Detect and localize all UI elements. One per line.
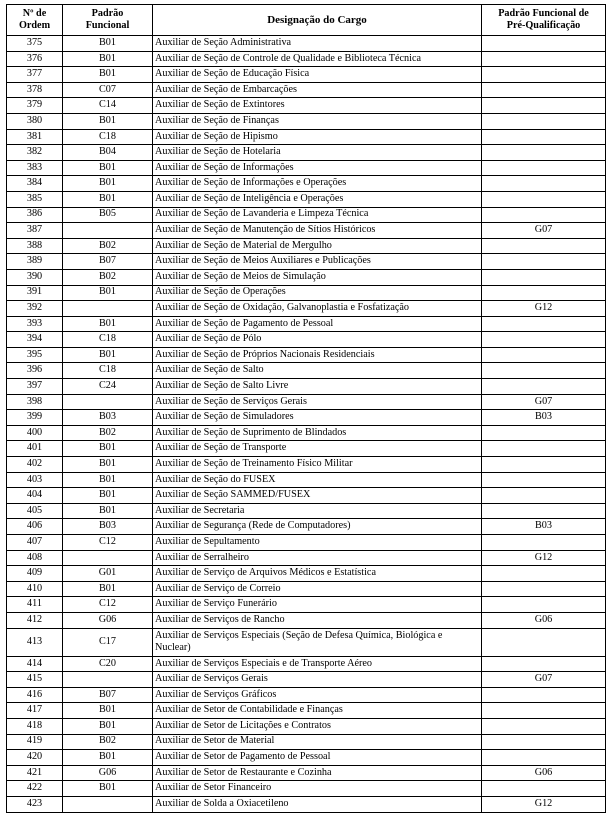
cell-designacao-cargo: Auxiliar de Seção de Lavanderia e Limpeza Técnica [153,207,482,223]
cell-pre-qualificacao [482,51,606,67]
table-row [7,36,606,52]
cell-num-ordem: 386 [7,207,63,223]
cell-padrao-funcional: G06 [63,612,153,628]
cell-num-ordem: 399 [7,410,63,426]
cell-num-ordem: 420 [7,750,63,766]
table-row [7,734,606,750]
cell-designacao-cargo: Auxiliar de Seção de Embarcações [153,82,482,98]
cell-padrao-funcional [63,796,153,812]
cell-num-ordem: 398 [7,394,63,410]
cell-pre-qualificacao: B03 [482,410,606,426]
header-preq-line2: Pré-Qualificação [506,20,581,31]
table-row [7,51,606,67]
table-row [7,566,606,582]
cell-designacao-cargo: Auxiliar de Seção de Finanças [153,113,482,129]
table-row [7,472,606,488]
cell-pre-qualificacao [482,734,606,750]
cell-pre-qualificacao [482,82,606,98]
cell-num-ordem: 415 [7,672,63,688]
cell-padrao-funcional: C12 [63,535,153,551]
cell-padrao-funcional: B01 [63,36,153,52]
header-padrao-funcional [63,5,153,36]
cell-designacao-cargo: Auxiliar de Seção de Pagamento de Pessoal [153,316,482,332]
cell-designacao-cargo: Auxiliar de Seção de Treinamento Físico Militar [153,457,482,473]
cell-pre-qualificacao [482,316,606,332]
cell-padrao-funcional: B07 [63,687,153,703]
cell-pre-qualificacao [482,597,606,613]
cell-pre-qualificacao: G06 [482,612,606,628]
cell-designacao-cargo: Auxiliar de Serviço de Arquivos Médicos e Estatística [153,566,482,582]
header-padrao-line2: Funcional [85,20,130,31]
cell-designacao-cargo: Auxiliar de Seção de Informações e Operações [153,176,482,192]
cell-designacao-cargo: Auxiliar de Serviço de Correio [153,581,482,597]
cell-padrao-funcional: B01 [63,316,153,332]
cell-pre-qualificacao [482,347,606,363]
table-row [7,332,606,348]
cell-num-ordem: 380 [7,113,63,129]
header-num-line1: Nº de [22,8,47,20]
cell-padrao-funcional: G01 [63,566,153,582]
cell-padrao-funcional: B01 [63,472,153,488]
cell-designacao-cargo: Auxiliar de Serviços de Rancho [153,612,482,628]
table-row [7,550,606,566]
cell-pre-qualificacao [482,441,606,457]
cell-pre-qualificacao: B03 [482,519,606,535]
cell-num-ordem: 414 [7,656,63,672]
cell-designacao-cargo: Auxiliar de Seção de Material de Mergulho [153,238,482,254]
cell-num-ordem: 409 [7,566,63,582]
cell-num-ordem: 423 [7,796,63,812]
cell-padrao-funcional: B01 [63,441,153,457]
cell-designacao-cargo: Auxiliar de Seção de Manutenção de Sítios Históricos [153,223,482,239]
cell-padrao-funcional: G06 [63,765,153,781]
table-row [7,113,606,129]
cell-designacao-cargo: Auxiliar de Seção de Hotelaria [153,145,482,161]
cell-designacao-cargo: Auxiliar de Seção de Salto Livre [153,379,482,395]
cell-padrao-funcional: C18 [63,332,153,348]
cell-designacao-cargo: Auxiliar de Solda a Oxiacetileno [153,796,482,812]
cell-padrao-funcional: C24 [63,379,153,395]
cell-designacao-cargo: Auxiliar de Setor de Contabilidade e Finanças [153,703,482,719]
cell-designacao-cargo: Auxiliar de Serviço Funerário [153,597,482,613]
cell-pre-qualificacao [482,750,606,766]
cell-padrao-funcional: B01 [63,51,153,67]
cell-designacao-cargo: Auxiliar de Seção do FUSEX [153,472,482,488]
cell-designacao-cargo: Auxiliar de Sepultamento [153,535,482,551]
cell-pre-qualificacao [482,269,606,285]
cell-designacao-cargo: Auxiliar de Seção de Próprios Nacionais Residenciais [153,347,482,363]
cell-num-ordem: 411 [7,597,63,613]
cell-num-ordem: 408 [7,550,63,566]
cell-padrao-funcional: C18 [63,129,153,145]
cell-designacao-cargo: Auxiliar de Seção de Oxidação, Galvanoplastia e Fosfatização [153,301,482,317]
cell-num-ordem: 412 [7,612,63,628]
cell-padrao-funcional [63,223,153,239]
cell-padrao-funcional: B02 [63,238,153,254]
cell-num-ordem: 394 [7,332,63,348]
cell-designacao-cargo: Auxiliar de Seção de Serviços Gerais [153,394,482,410]
cell-num-ordem: 397 [7,379,63,395]
cell-padrao-funcional: B01 [63,176,153,192]
cell-num-ordem: 407 [7,535,63,551]
table-row [7,441,606,457]
header-num-line2: Ordem [18,20,51,31]
cell-num-ordem: 417 [7,703,63,719]
cell-pre-qualificacao [482,113,606,129]
table-row [7,301,606,317]
cell-padrao-funcional: B03 [63,519,153,535]
table-row [7,597,606,613]
cell-pre-qualificacao [482,566,606,582]
cell-padrao-funcional [63,672,153,688]
cell-pre-qualificacao [482,145,606,161]
cell-padrao-funcional: B01 [63,160,153,176]
cell-pre-qualificacao [482,488,606,504]
cell-designacao-cargo: Auxiliar de Serviços Especiais e de Transporte Aéreo [153,656,482,672]
table-row [7,687,606,703]
cell-num-ordem: 385 [7,191,63,207]
header-preq-line1: Padrão Funcional de [498,8,589,20]
cell-designacao-cargo: Auxiliar de Serviços Especiais (Seção de Defesa Química, Biológica e Nuclear) [153,628,482,656]
cell-pre-qualificacao [482,457,606,473]
cell-padrao-funcional: B07 [63,254,153,270]
table-row [7,488,606,504]
cell-designacao-cargo: Auxiliar de Seção de Suprimento de Blindados [153,425,482,441]
cell-padrao-funcional: B01 [63,488,153,504]
cell-num-ordem: 384 [7,176,63,192]
cell-padrao-funcional: B05 [63,207,153,223]
cell-num-ordem: 418 [7,718,63,734]
cell-padrao-funcional: B02 [63,269,153,285]
table-row [7,612,606,628]
table-row [7,581,606,597]
table-row [7,750,606,766]
cell-designacao-cargo: Auxiliar de Setor de Restaurante e Cozinha [153,765,482,781]
table-row [7,503,606,519]
cell-num-ordem: 377 [7,67,63,83]
cell-padrao-funcional: C07 [63,82,153,98]
table-row [7,98,606,114]
cell-designacao-cargo: Auxiliar de Seção de Transporte [153,441,482,457]
table-row [7,718,606,734]
cell-num-ordem: 402 [7,457,63,473]
table-row [7,129,606,145]
cell-num-ordem: 378 [7,82,63,98]
cell-num-ordem: 376 [7,51,63,67]
table-row [7,347,606,363]
table-row [7,425,606,441]
cell-pre-qualificacao [482,160,606,176]
table-row [7,703,606,719]
cell-pre-qualificacao [482,67,606,83]
cell-padrao-funcional [63,550,153,566]
cell-pre-qualificacao: G06 [482,765,606,781]
cell-designacao-cargo: Auxiliar de Secretaria [153,503,482,519]
cell-num-ordem: 383 [7,160,63,176]
cell-padrao-funcional: B01 [63,67,153,83]
table-row [7,238,606,254]
cell-pre-qualificacao [482,656,606,672]
cell-num-ordem: 404 [7,488,63,504]
cell-padrao-funcional: B01 [63,503,153,519]
cell-num-ordem: 389 [7,254,63,270]
cell-designacao-cargo: Auxiliar de Seção de Controle de Qualidade e Biblioteca Técnica [153,51,482,67]
cell-designacao-cargo: Auxiliar de Setor Financeiro [153,781,482,797]
cell-pre-qualificacao [482,535,606,551]
cell-designacao-cargo: Auxiliar de Serviços Gerais [153,672,482,688]
table-row [7,628,606,656]
cell-pre-qualificacao [482,176,606,192]
cell-pre-qualificacao [482,254,606,270]
cell-num-ordem: 392 [7,301,63,317]
table-row [7,207,606,223]
cell-pre-qualificacao: G07 [482,394,606,410]
table-row [7,796,606,812]
cell-pre-qualificacao [482,503,606,519]
cell-designacao-cargo: Auxiliar de Seção de Extintores [153,98,482,114]
cell-num-ordem: 401 [7,441,63,457]
cell-pre-qualificacao [482,238,606,254]
cell-pre-qualificacao: G07 [482,223,606,239]
cell-padrao-funcional: C12 [63,597,153,613]
cell-num-ordem: 413 [7,628,63,656]
cell-designacao-cargo: Auxiliar de Seção de Simuladores [153,410,482,426]
header-padrao-line1: Padrão [91,8,124,20]
table-row [7,269,606,285]
cell-padrao-funcional: B01 [63,750,153,766]
cell-designacao-cargo: Auxiliar de Seção de Operações [153,285,482,301]
table-row [7,394,606,410]
cell-num-ordem: 379 [7,98,63,114]
cell-pre-qualificacao [482,285,606,301]
cell-padrao-funcional: B02 [63,734,153,750]
cell-num-ordem: 381 [7,129,63,145]
table-row [7,519,606,535]
cell-num-ordem: 400 [7,425,63,441]
cell-designacao-cargo: Auxiliar de Seção de Educação Física [153,67,482,83]
cell-padrao-funcional: C18 [63,363,153,379]
cell-padrao-funcional: B01 [63,718,153,734]
table-row [7,254,606,270]
cell-designacao-cargo: Auxiliar de Seção Administrativa [153,36,482,52]
cell-padrao-funcional: B03 [63,410,153,426]
cell-pre-qualificacao [482,207,606,223]
cell-designacao-cargo: Auxiliar de Setor de Material [153,734,482,750]
table-row [7,67,606,83]
cell-pre-qualificacao [482,718,606,734]
cell-pre-qualificacao [482,687,606,703]
table-row [7,285,606,301]
cell-pre-qualificacao: G12 [482,301,606,317]
cell-designacao-cargo: Auxiliar de Seção de Hipismo [153,129,482,145]
cell-padrao-funcional: B01 [63,581,153,597]
cell-designacao-cargo: Auxiliar de Seção de Informações [153,160,482,176]
cell-num-ordem: 416 [7,687,63,703]
table-body [7,36,606,813]
table-row [7,410,606,426]
cell-padrao-funcional: B01 [63,781,153,797]
cell-designacao-cargo: Auxiliar de Seção de Meios de Simulação [153,269,482,285]
table-row [7,535,606,551]
cell-num-ordem: 422 [7,781,63,797]
cell-padrao-funcional: B01 [63,457,153,473]
table-row [7,145,606,161]
table-row [7,379,606,395]
cell-pre-qualificacao [482,98,606,114]
cell-padrao-funcional: B01 [63,113,153,129]
header-pre-qualificacao [482,5,606,36]
cell-designacao-cargo: Auxiliar de Seção de Inteligência e Operações [153,191,482,207]
cell-pre-qualificacao [482,129,606,145]
table-row [7,781,606,797]
cell-designacao-cargo: Auxiliar de Seção SAMMED/FUSEX [153,488,482,504]
cell-padrao-funcional: B01 [63,347,153,363]
cell-num-ordem: 410 [7,581,63,597]
cell-padrao-funcional: C17 [63,628,153,656]
cell-num-ordem: 388 [7,238,63,254]
table-row [7,363,606,379]
header-designacao-cargo: Designação do Cargo [153,5,482,36]
cell-designacao-cargo: Auxiliar de Serralheiro [153,550,482,566]
cell-num-ordem: 396 [7,363,63,379]
table-row [7,656,606,672]
cell-padrao-funcional: B01 [63,191,153,207]
cell-padrao-funcional: B04 [63,145,153,161]
cell-pre-qualificacao [482,332,606,348]
cell-padrao-funcional: C14 [63,98,153,114]
cell-designacao-cargo: Auxiliar de Seção de Pólo [153,332,482,348]
table-row [7,316,606,332]
cell-pre-qualificacao [482,425,606,441]
cell-num-ordem: 395 [7,347,63,363]
cell-designacao-cargo: Auxiliar de Serviços Gráficos [153,687,482,703]
cell-num-ordem: 390 [7,269,63,285]
cell-pre-qualificacao [482,781,606,797]
cell-padrao-funcional: C20 [63,656,153,672]
cell-num-ordem: 406 [7,519,63,535]
cell-padrao-funcional [63,394,153,410]
cell-num-ordem: 421 [7,765,63,781]
cell-pre-qualificacao [482,581,606,597]
cell-padrao-funcional: B01 [63,703,153,719]
table-row [7,765,606,781]
cell-pre-qualificacao [482,628,606,656]
table-row [7,82,606,98]
cell-num-ordem: 403 [7,472,63,488]
cell-num-ordem: 391 [7,285,63,301]
cell-designacao-cargo: Auxiliar de Segurança (Rede de Computadores) [153,519,482,535]
table-row [7,457,606,473]
cell-designacao-cargo: Auxiliar de Seção de Salto [153,363,482,379]
cell-num-ordem: 393 [7,316,63,332]
cell-num-ordem: 375 [7,36,63,52]
table-row [7,223,606,239]
cell-pre-qualificacao [482,191,606,207]
cell-num-ordem: 419 [7,734,63,750]
cell-designacao-cargo: Auxiliar de Setor de Licitações e Contratos [153,718,482,734]
table-row [7,160,606,176]
header-row [7,5,606,36]
cell-padrao-funcional [63,301,153,317]
cell-num-ordem: 382 [7,145,63,161]
cell-pre-qualificacao [482,703,606,719]
cargos-table [6,4,606,813]
cell-padrao-funcional: B01 [63,285,153,301]
table-row [7,672,606,688]
cell-pre-qualificacao: G12 [482,550,606,566]
table-row [7,176,606,192]
cell-num-ordem: 387 [7,223,63,239]
cell-padrao-funcional: B02 [63,425,153,441]
cell-pre-qualificacao [482,36,606,52]
cell-designacao-cargo: Auxiliar de Seção de Meios Auxiliares e Publicações [153,254,482,270]
cell-designacao-cargo: Auxiliar de Setor de Pagamento de Pessoal [153,750,482,766]
cell-pre-qualificacao [482,363,606,379]
header-num-ordem [7,5,63,36]
cell-pre-qualificacao [482,472,606,488]
cell-pre-qualificacao: G07 [482,672,606,688]
cell-pre-qualificacao: G12 [482,796,606,812]
cell-num-ordem: 405 [7,503,63,519]
cell-pre-qualificacao [482,379,606,395]
table-row [7,191,606,207]
